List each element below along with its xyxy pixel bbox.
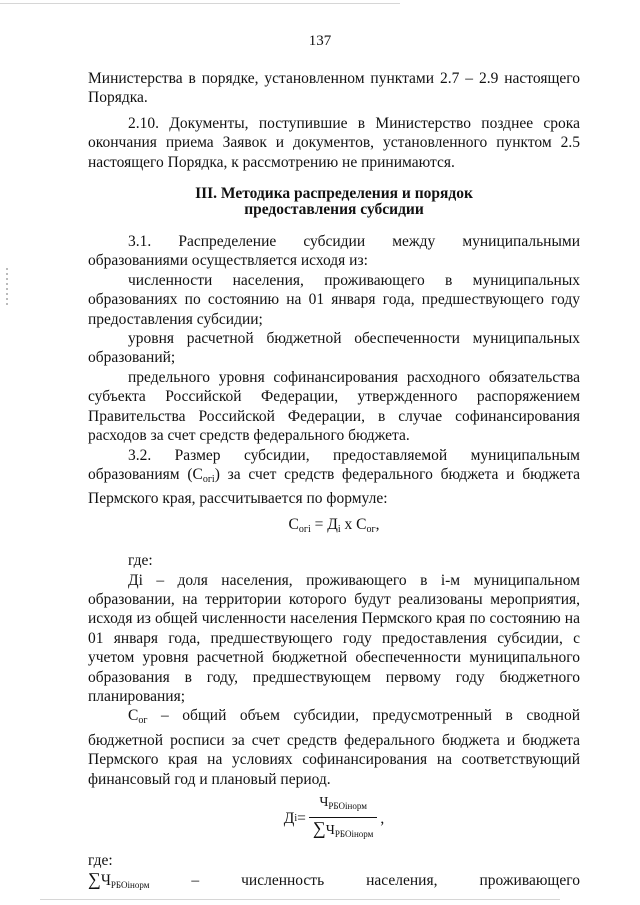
sum-word-1: численность xyxy=(241,872,325,890)
p32-text: 3.2. Размер субсидии, предоставляемой муниципальным образованиям (С xyxy=(88,446,580,483)
paragraph-3-2 xyxy=(88,446,580,509)
section-title-line-2: предоставления субсидии xyxy=(244,201,424,219)
formula2-den-sub: РБОінорм xyxy=(334,829,374,840)
paragraph-2-10: 2.10. Документы, поступившие в Министерство позднее срока окончания приема Заявок и документов, установленного пунктом 2.5 настоящего Порядка, к рассмотрению не принимаются. xyxy=(88,114,580,171)
formula1-x: х С xyxy=(340,515,367,533)
def-c-rest: – общий объем субсидии, предусмотренный в сводной бюджетной росписи за счет средств федерального бюджета и бюджета Пермского края на условиях софинансирования на соответствующий финансовый год и плановый период. xyxy=(88,707,580,788)
section-title-line-1: III. Методика распределения и порядок xyxy=(195,185,473,203)
bottom-scan-line xyxy=(40,899,560,900)
sum-word-2: населения, xyxy=(366,872,438,890)
formula2-den: Ч xyxy=(325,823,335,839)
top-scan-line xyxy=(0,3,400,4)
sum-word-3: проживающего xyxy=(479,872,580,890)
formula2-denominator xyxy=(309,818,377,844)
sum-ch-sub: РБОінорм xyxy=(110,880,150,891)
margin-mark xyxy=(6,268,8,308)
formula1-d-sub: і xyxy=(337,523,341,535)
formula1-c: С xyxy=(288,515,299,533)
formula1-end: , xyxy=(375,515,380,533)
formula-share xyxy=(88,793,580,845)
formula2-end: , xyxy=(380,810,385,828)
paragraph-3-1: 3.1. Распределение субсидии между муниципальными образованиями осуществляется исходя из: xyxy=(88,233,580,270)
formula2-lhs: Д xyxy=(283,810,295,828)
def-c-main: С xyxy=(128,707,139,725)
sigma-symbol-2: ∑ xyxy=(88,869,101,890)
definition-sum-line xyxy=(88,870,580,895)
formula-subsidy-size xyxy=(88,515,580,539)
formula2-num: Ч xyxy=(319,795,329,810)
sigma-symbol: ∑ xyxy=(312,818,326,839)
p32-subscript: огі xyxy=(202,473,215,485)
document-body xyxy=(88,69,580,896)
where-label-1: где: xyxy=(128,552,153,570)
p32-rest: ) за счет средств федерального бюджета и бюджета Пермского края, рассчитывается по формуле: xyxy=(88,465,580,508)
page-number: 137 xyxy=(308,33,332,49)
where-label-2: где: xyxy=(88,851,113,869)
formula2-num-sub: РБОінорм xyxy=(328,801,367,811)
criterion-budget-level: уровня расчетной бюджетной обеспеченности муниципальных образований; xyxy=(88,330,580,367)
sum-dash: – xyxy=(191,872,200,890)
formula1-eq: = Д xyxy=(310,515,338,533)
criterion-population: численности населения, проживающего в муниципальных образованиях по состоянию на 01 января года, предшествующего году предоставления субсидии; xyxy=(88,271,580,328)
sum-term xyxy=(88,870,149,895)
paragraph-continuation: Министерства в порядке, установленном пунктами 2.7 – 2.9 настоящего Порядка. xyxy=(88,70,580,107)
sum-ch: Ч xyxy=(100,872,111,890)
formula2-lhs-sub: і xyxy=(294,813,298,825)
formula1-c-sub: огі xyxy=(298,523,311,535)
def-c-sub: ог xyxy=(138,715,148,727)
formula2-numerator xyxy=(315,793,371,817)
formula1-c2-sub: ог xyxy=(366,523,376,535)
definition-c xyxy=(88,706,580,789)
definition-d: Ді – доля населения, проживающего в і-м муниципальном образовании, на территории которого будут реализованы мероприятия, исходя из общей численности населения Пермского края по состоянию на 01 января года, предшествующего году предоставления субсидии, с учетом уровня расчетной бюджетной обеспеченности муниципального образования в году, предшествующем первому году бюджетного планирования; xyxy=(88,571,580,705)
formula2-fraction xyxy=(309,793,377,845)
formula2-eq: = xyxy=(297,810,306,828)
criterion-cofinancing: предельного уровня софинансирования расходного обязательства субъекта Российской Федерации, утвержденного распоряжением Правительства Российской Федерации, в случае софинансирования расходов за счет средств федерального бюджета. xyxy=(88,368,580,445)
